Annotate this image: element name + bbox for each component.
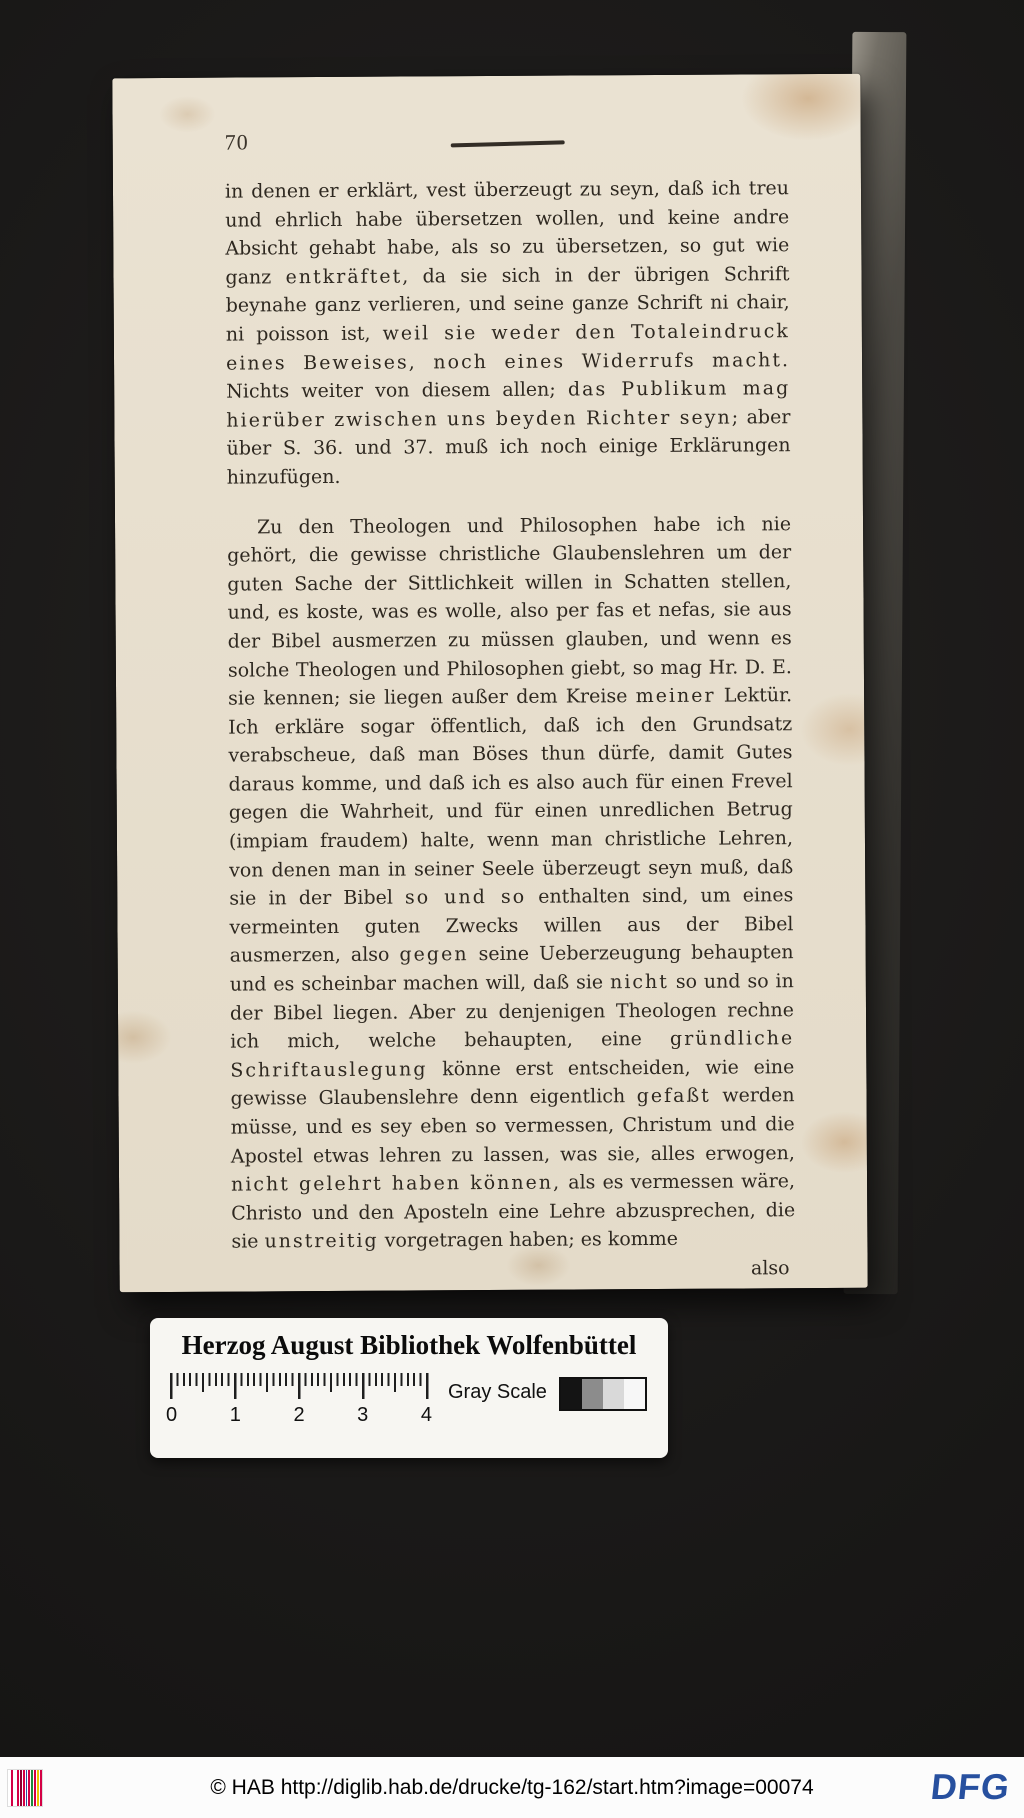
color-patch — [37, 1770, 39, 1806]
calibration-card — [150, 1318, 668, 1458]
ruler-major-ticks — [170, 1373, 431, 1399]
calibration-row — [166, 1373, 652, 1427]
page-text-block — [225, 174, 796, 1286]
color-patch — [561, 1379, 582, 1409]
footer-bar — [0, 1757, 1024, 1818]
color-patch — [603, 1379, 624, 1409]
ruler-numbers — [166, 1404, 432, 1427]
dfg-logo: DFG — [928, 1766, 1013, 1807]
ruler-number: 1 — [229, 1404, 241, 1426]
ruler-number: 2 — [293, 1404, 305, 1426]
paragraph-2: Zu den Theologen und Philosophen habe ich nie gehört, die gewisse christliche Glaubenslehren um der guten Sache der Sittlichkeit willen in Schatten stellen, und, es koste, was es wolle, also per fas et nefas, sie aus der Bibel ausmerzen zu müssen glauben, und wenn es solche Theologen und Philosophen giebt, so mag Hr. D. E. sie kennen; sie liegen außer dem Kreise meiner Lektür. Ich erkläre sogar öffentlich, daß ich den Grundsatz verabscheue, daß man Böses thun dürfe, damit Gutes daraus komme, und daß ich es also auch für einen Frevel gegen die Wahrheit, und für einen unredlichen Betrug (impiam fraudem) halte, wenn man christliche Lehren, von denen man in seiner Seele überzeugt seyn muß, daß sie in der Bibel so und so enthalten sind, um eines vermeinten guten Zwecks willen aus der Bibel ausmerzen, also gegen seine Ueberzeugung behaupten und es scheinbar machen will, daß sie nicht so und so in der Bibel liegen. Aber zu denjenigen Theologen rechne ich mich, welche behaupten, eine gründliche Schriftauslegung könne erst entscheiden, wie eine gewisse Glaubenslehre denn eigentlich gefaßt werden müsse, und es sey eben so vermessen, Christum und die Apostel etwas lehren zu lassen, was sie, alles erwogen, nicht gelehrt haben können, als es vermessen wäre, Christo und den Aposteln eine Lehre abzusprechen, die sie unstreitig vorgetragen haben; es komme — [227, 512, 796, 1253]
color-patch — [8, 1770, 10, 1806]
color-calibration-strip — [8, 1770, 42, 1806]
color-patch — [11, 1770, 13, 1806]
copyright-url-text: © HAB http://diglib.hab.de/drucke/tg-162/start.htm?image=00074 — [210, 1775, 814, 1799]
color-patch — [40, 1770, 42, 1806]
color-patch — [23, 1770, 25, 1806]
color-patch — [34, 1770, 36, 1806]
ruler-number: 0 — [166, 1404, 178, 1426]
catchword: also — [750, 1257, 790, 1280]
color-patch — [20, 1770, 22, 1806]
color-patch — [14, 1770, 16, 1806]
color-patch — [26, 1770, 28, 1806]
color-patch — [582, 1379, 603, 1409]
header-rule-divider — [451, 140, 565, 147]
paragraph-1: in denen er erklärt, vest überzeugt zu seyn, daß ich treu und ehrlich habe übersetzen wollen, und keine andre Absicht gehabt habe, als so zu übersetzen, so gut wie ganz entkräftet, da sie sich in der übrigen Schrift beynahe ganz verlieren, und seine ganze Schrift ni chair, ni poisson ist, weil sie weder den Totaleindruck eines Beweises, noch eines Widerrufs macht. Nichts weiter von diesem allen; das Publikum mag hierüber zwischen uns beyden Richter seyn; aber über S. 36. und 37. muß ich noch einige Erklärungen hinzufügen. — [224, 177, 791, 489]
book-page — [112, 74, 867, 1293]
page-number: 70 — [224, 129, 249, 155]
ruler-number: 3 — [357, 1404, 369, 1426]
gray-scale-label: Gray Scale — [448, 1381, 547, 1403]
gray-scale-patches — [559, 1377, 647, 1411]
color-patch — [624, 1379, 645, 1409]
library-name: Herzog August Bibliothek Wolfenbüttel — [181, 1330, 637, 1360]
ruler-scale — [166, 1373, 438, 1427]
ruler-ticks — [170, 1373, 430, 1399]
color-patch — [28, 1770, 30, 1806]
ruler-number: 4 — [420, 1404, 432, 1426]
color-patch — [31, 1770, 33, 1806]
color-patch — [17, 1770, 19, 1806]
